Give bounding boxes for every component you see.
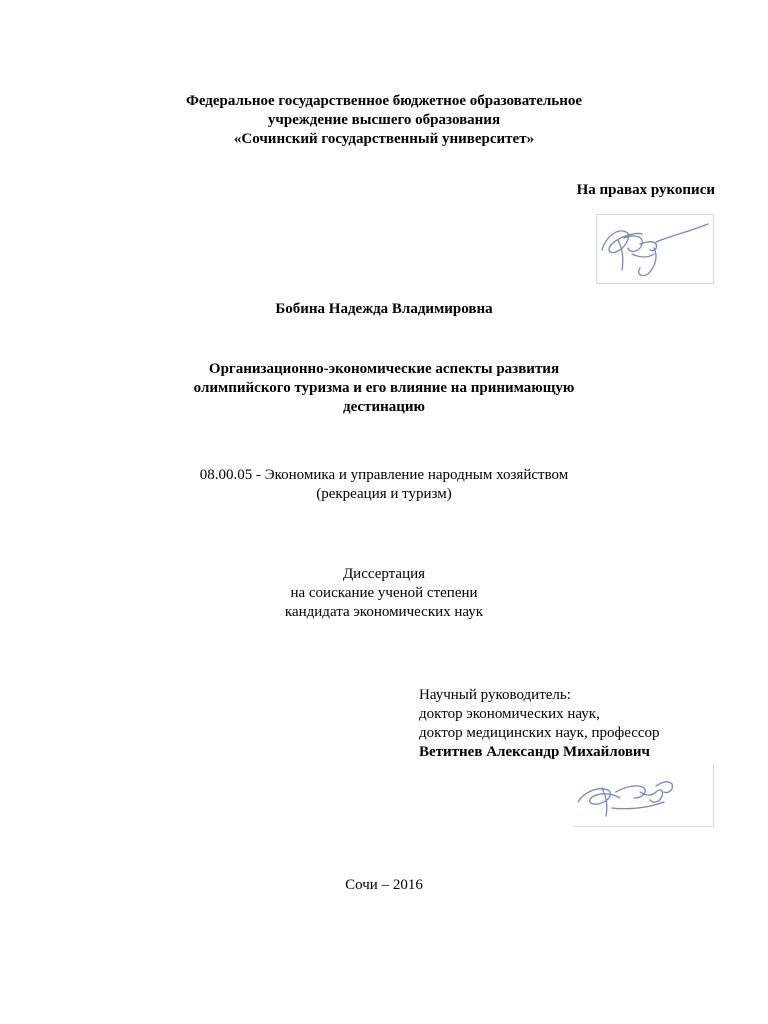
institution-line-1: Федеральное государственное бюджетное образовательное xyxy=(185,93,583,109)
supervisor-degree-2: доктор медицинских наук, профессор xyxy=(419,725,660,741)
place-year-block xyxy=(0,876,768,895)
title-line-3: дестинацию xyxy=(343,399,425,415)
supervisor-signature xyxy=(572,762,714,828)
manuscript-rights: На правах рукописи xyxy=(576,182,715,198)
title-line-2: олимпийского туризма и его влияние на принимающую xyxy=(193,380,575,396)
work-type-line-3: кандидата экономических наук xyxy=(284,604,484,620)
author-name: Бобина Надежда Владимировна xyxy=(275,301,493,317)
supervisor-name: Ветитнев Александр Михайлович xyxy=(419,744,651,760)
work-type-line-2: на соискание ученой степени xyxy=(290,585,478,601)
dissertation-title-block xyxy=(0,360,768,417)
specialty-block xyxy=(0,466,768,504)
author-block xyxy=(0,300,768,319)
work-type-line-1: Диссертация xyxy=(342,566,426,582)
institution-block xyxy=(0,92,768,149)
specialty-line-2: (рекреация и туризм) xyxy=(316,486,452,502)
work-type-block xyxy=(0,565,768,622)
author-signature xyxy=(596,214,714,284)
supervisor-block xyxy=(419,686,660,762)
institution-line-3: «Сочинский государственный университет» xyxy=(233,131,535,147)
institution-line-2: учреждение высшего образования xyxy=(267,112,501,128)
supervisor-label: Научный руководитель: xyxy=(419,687,571,703)
specialty-line-1: 08.00.05 - Экономика и управление народным хозяйством xyxy=(199,467,569,483)
place-year: Сочи – 2016 xyxy=(345,877,423,893)
title-line-1: Организационно-экономические аспекты развития xyxy=(208,361,560,377)
supervisor-degree-1: доктор экономических наук, xyxy=(419,706,600,722)
